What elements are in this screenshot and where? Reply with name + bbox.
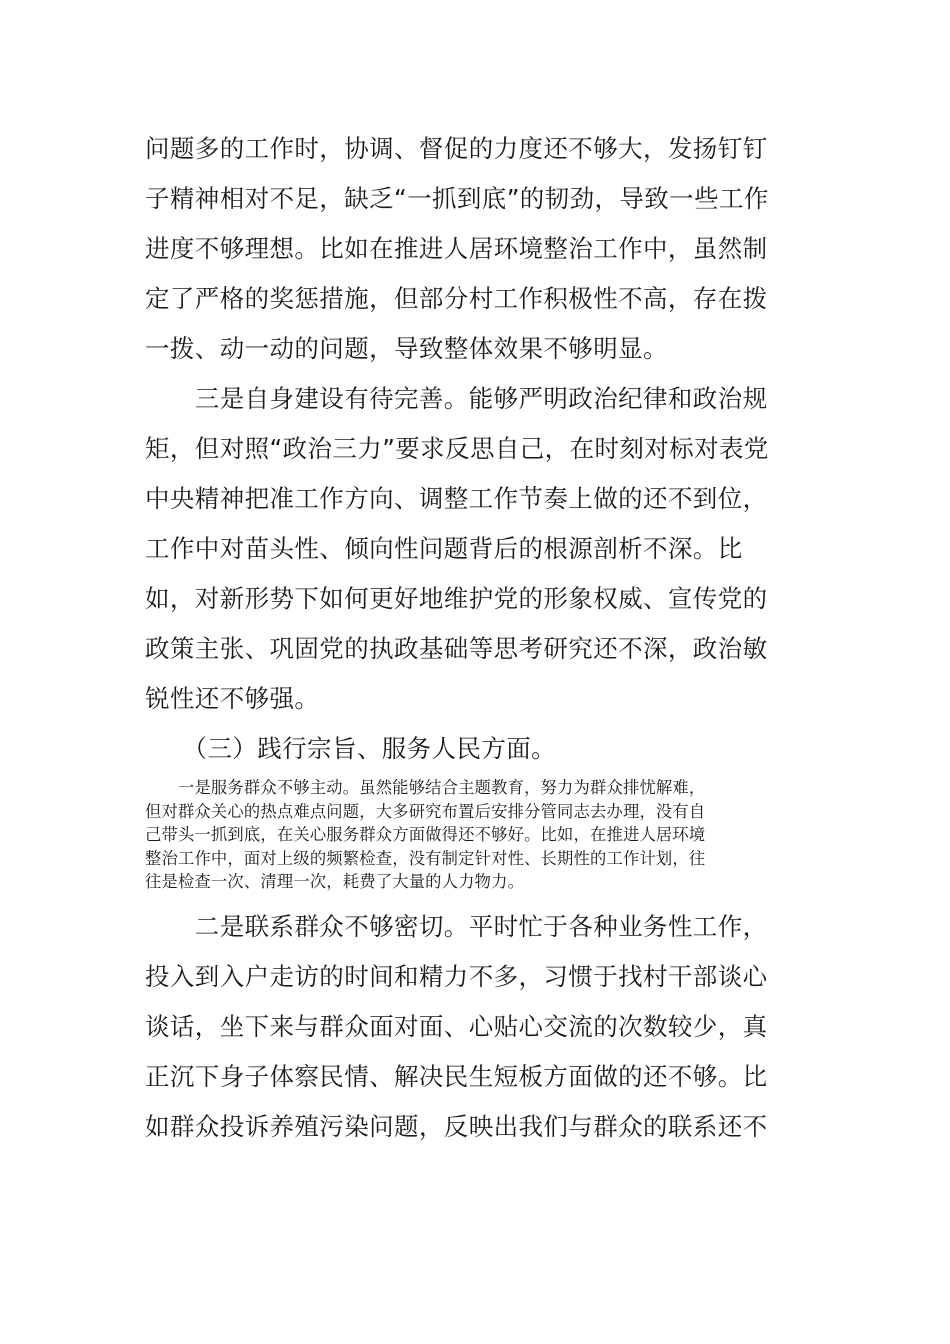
text-line: 如群众投诉养殖污染问题，反映出我们与群众的联系还不: [145, 1112, 768, 1141]
text-line: 但对群众关心的热点难点问题，大多研究布置后安排分管同志去办理，没有自: [145, 801, 706, 821]
text-line: 政策主张、巩固党的执政基础等思考研究还不深，政治敏: [145, 634, 768, 663]
text-line: 正沉下身子体察民情、解决民生短板方面做的还不够。比: [145, 1062, 768, 1091]
text-line: 己带头一抓到底，在关心服务群众方面做得还不够好。比如，在推进人居环境: [145, 825, 706, 844]
text-line: 三是自身建设有待完善。能够严明政治纪律和政治规: [145, 384, 768, 413]
text-line: 矩，但对照“政治三力”要求反思自己，在时刻对标对表党: [145, 434, 769, 463]
text-line: 锐性还不够强。: [145, 684, 320, 713]
text-line: 定了严格的奖惩措施，但部分村工作积极性不高，存在拨: [145, 284, 768, 313]
text-line: 子精神相对不足，缺乏“一抓到底”的韧劲，导致一些工作: [145, 184, 769, 213]
text-line: 如，对新形势下如何更好地维护党的形象权威、宣传党的: [145, 584, 768, 613]
paragraph-self-building: [145, 374, 795, 724]
text-line: 一是服务群众不够主动。虽然能够结合主题教育，努力为群众排忧解难，: [145, 778, 706, 797]
text-line: 进度不够理想。比如在推进人居环境整治工作中，虽然制: [145, 234, 768, 263]
paragraph-work-progress: [145, 124, 795, 374]
paragraph-serve-masses-small: [145, 776, 805, 894]
text-line: 整治工作中，面对上级的频繁检查，没有制定针对性、长期性的工作计划，往: [145, 848, 706, 868]
text-line: 二是联系群众不够密切。平时忙于各种业务性工作，: [145, 912, 768, 941]
section-heading: [145, 724, 795, 774]
text-line: 工作中对苗头性、倾向性问题背后的根源剖析不深。比: [145, 534, 743, 563]
text-line: 往是检查一次、清理一次，耗费了大量的人力物力。: [145, 872, 525, 891]
heading-text: （三）践行宗旨、服务人民方面。: [145, 734, 557, 763]
paragraph-contact-masses: [145, 902, 795, 1152]
text-line: 谈话，坐下来与群众面对面、心贴心交流的次数较少，真: [145, 1012, 768, 1041]
text-line: 中央精神把准工作方向、调整工作节奏上做的还不到位，: [145, 484, 768, 513]
text-line: 一拨、动一动的问题，导致整体效果不够明显。: [145, 334, 668, 363]
text-line: 投入到入户走访的时间和精力不多，习惯于找村干部谈心: [145, 962, 768, 991]
text-line: 问题多的工作时，协调、督促的力度还不够大，发扬钉钉: [145, 134, 768, 163]
